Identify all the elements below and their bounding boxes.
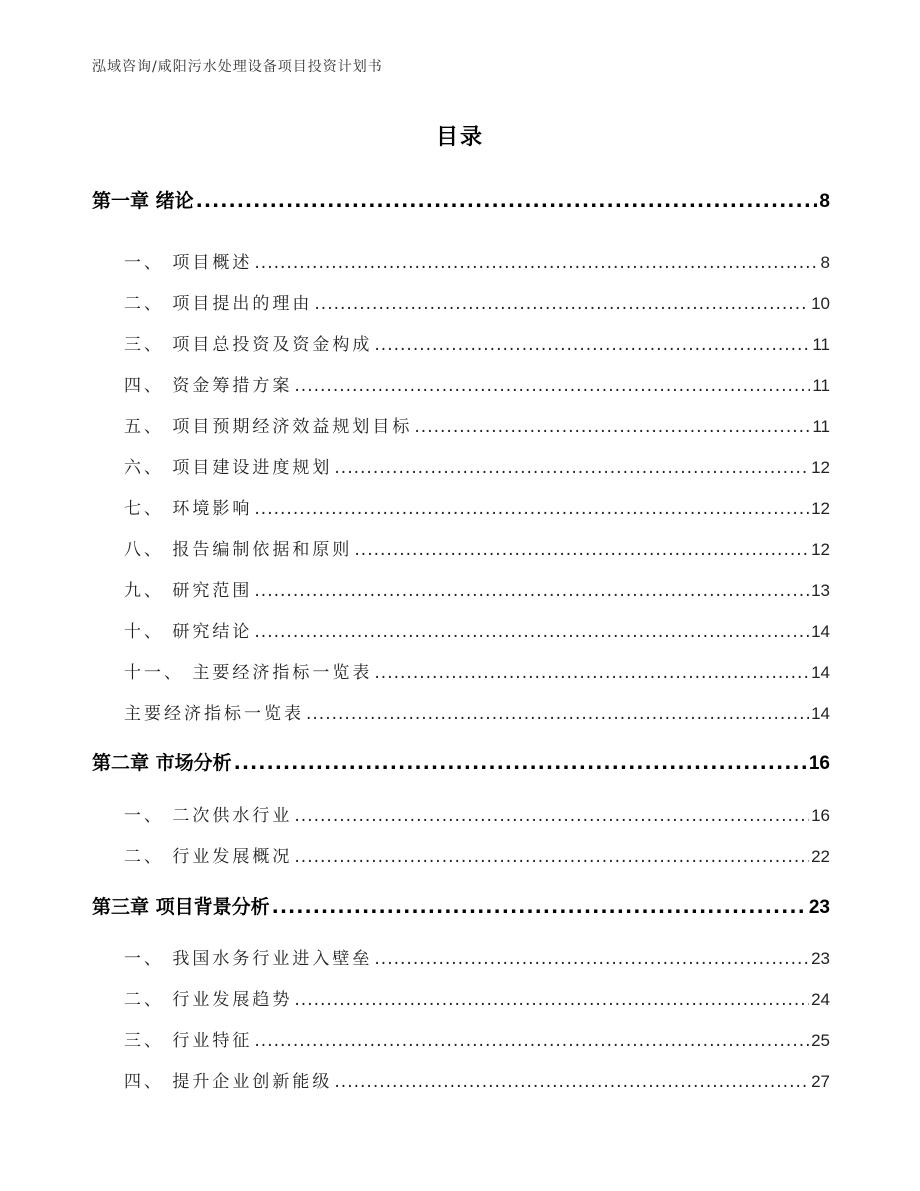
- dot-leader: [374, 663, 809, 683]
- toc-section-entry[interactable]: [124, 453, 830, 478]
- dot-leader: [294, 990, 809, 1010]
- toc-entry-page: 11: [812, 376, 830, 395]
- toc-chapter-entry[interactable]: [92, 186, 830, 213]
- dot-leader: [196, 190, 818, 212]
- dot-leader: [374, 949, 809, 969]
- toc-entry-label: 四、 提升企业创新能级: [124, 1072, 333, 1092]
- toc-entry-page: 12: [811, 540, 830, 559]
- toc-entry-page: 11: [812, 335, 830, 354]
- toc-entry-page: 22: [811, 847, 830, 866]
- dot-leader: [234, 752, 807, 774]
- toc-entry-page: 16: [811, 806, 830, 825]
- toc-entry-label: 主要经济指标一览表: [124, 704, 304, 724]
- toc-section-entry[interactable]: [124, 617, 830, 642]
- dot-leader: [254, 499, 809, 519]
- running-header: 泓域咨询/咸阳污水处理设备项目投资计划书: [92, 59, 383, 75]
- toc-title: 目录: [435, 125, 484, 150]
- toc-section-entry[interactable]: [124, 1026, 830, 1051]
- toc-entry-page: 14: [811, 622, 830, 641]
- toc-section-entry[interactable]: [124, 985, 830, 1010]
- toc-section-entry[interactable]: [124, 371, 830, 396]
- dot-leader: [354, 540, 809, 560]
- toc-entry-page: 25: [811, 1031, 830, 1050]
- dot-leader: [334, 1072, 809, 1092]
- dot-leader: [294, 847, 809, 867]
- toc-entry-label: 七、 环境影响: [124, 499, 253, 519]
- dot-leader: [414, 417, 810, 437]
- toc-entry-label: 第二章 市场分析: [92, 752, 232, 774]
- toc-entry-label: 八、 报告编制依据和原则: [124, 540, 353, 560]
- dot-leader: [334, 458, 809, 478]
- toc-entry-page: 8: [820, 253, 830, 272]
- toc-entry-page: 24: [811, 990, 830, 1009]
- dot-leader: [294, 806, 809, 826]
- dot-leader: [306, 704, 809, 724]
- toc-entry-label: 三、 行业特征: [124, 1031, 253, 1051]
- toc-section-entry[interactable]: [124, 944, 830, 969]
- toc-entry-page: 14: [811, 704, 830, 723]
- toc-section-entry[interactable]: [124, 699, 830, 724]
- dot-leader: [272, 896, 807, 918]
- toc-chapter-entry[interactable]: [92, 748, 830, 775]
- toc-entry-page: 12: [811, 499, 830, 518]
- toc-section-entry[interactable]: [124, 535, 830, 560]
- toc-entry-label: 六、 项目建设进度规划: [124, 458, 333, 478]
- toc-entry-label: 第一章 绪论: [92, 190, 194, 212]
- dot-leader: [254, 581, 809, 601]
- toc-entry-label: 五、 项目预期经济效益规划目标: [124, 417, 413, 437]
- toc-entry-page: 16: [808, 753, 830, 774]
- toc-entry-label: 三、 项目总投资及资金构成: [124, 335, 373, 355]
- toc-entry-label: 十、 研究结论: [124, 622, 253, 642]
- toc-entry-page: 8: [819, 191, 830, 212]
- toc-entry-page: 27: [811, 1072, 830, 1091]
- toc-entry-label: 二、 项目提出的理由: [124, 294, 313, 314]
- toc-chapter-entry[interactable]: [92, 892, 830, 919]
- toc-section-entry[interactable]: [124, 842, 830, 867]
- toc-entry-page: 10: [811, 294, 830, 313]
- toc-entry-label: 一、 我国水务行业进入壁垒: [124, 949, 373, 969]
- toc-entry-page: 14: [811, 663, 830, 682]
- dot-leader: [294, 376, 810, 396]
- toc-section-entry[interactable]: [124, 576, 830, 601]
- toc-section-entry[interactable]: [124, 289, 830, 314]
- toc-section-entry[interactable]: [124, 412, 830, 437]
- toc-section-entry[interactable]: [124, 1067, 830, 1092]
- toc-entry-label: 十一、 主要经济指标一览表: [124, 663, 373, 683]
- toc-entry-label: 二、 行业发展概况: [124, 847, 293, 867]
- toc-entry-label: 一、 项目概述: [124, 253, 253, 273]
- toc-section-entry[interactable]: [124, 801, 830, 826]
- toc-section-entry[interactable]: [124, 494, 830, 519]
- toc-section-entry[interactable]: [124, 248, 830, 273]
- toc-entry-label: 一、 二次供水行业: [124, 806, 293, 826]
- toc-entry-page: 11: [812, 417, 830, 436]
- toc-section-entry[interactable]: [124, 330, 830, 355]
- dot-leader: [254, 622, 809, 642]
- dot-leader: [254, 1031, 809, 1051]
- toc-entry-label: 二、 行业发展趋势: [124, 990, 293, 1010]
- toc-entry-page: 23: [808, 897, 830, 918]
- toc-entry-label: 第三章 项目背景分析: [92, 896, 270, 918]
- dot-leader: [374, 335, 810, 355]
- dot-leader: [254, 253, 818, 273]
- toc-section-entry[interactable]: [124, 658, 830, 683]
- toc-entry-label: 九、 研究范围: [124, 581, 253, 601]
- dot-leader: [314, 294, 809, 314]
- toc-entry-page: 13: [811, 581, 830, 600]
- toc-entry-page: 12: [811, 458, 830, 477]
- toc-entry-label: 四、 资金筹措方案: [124, 376, 293, 396]
- toc-entry-page: 23: [811, 949, 830, 968]
